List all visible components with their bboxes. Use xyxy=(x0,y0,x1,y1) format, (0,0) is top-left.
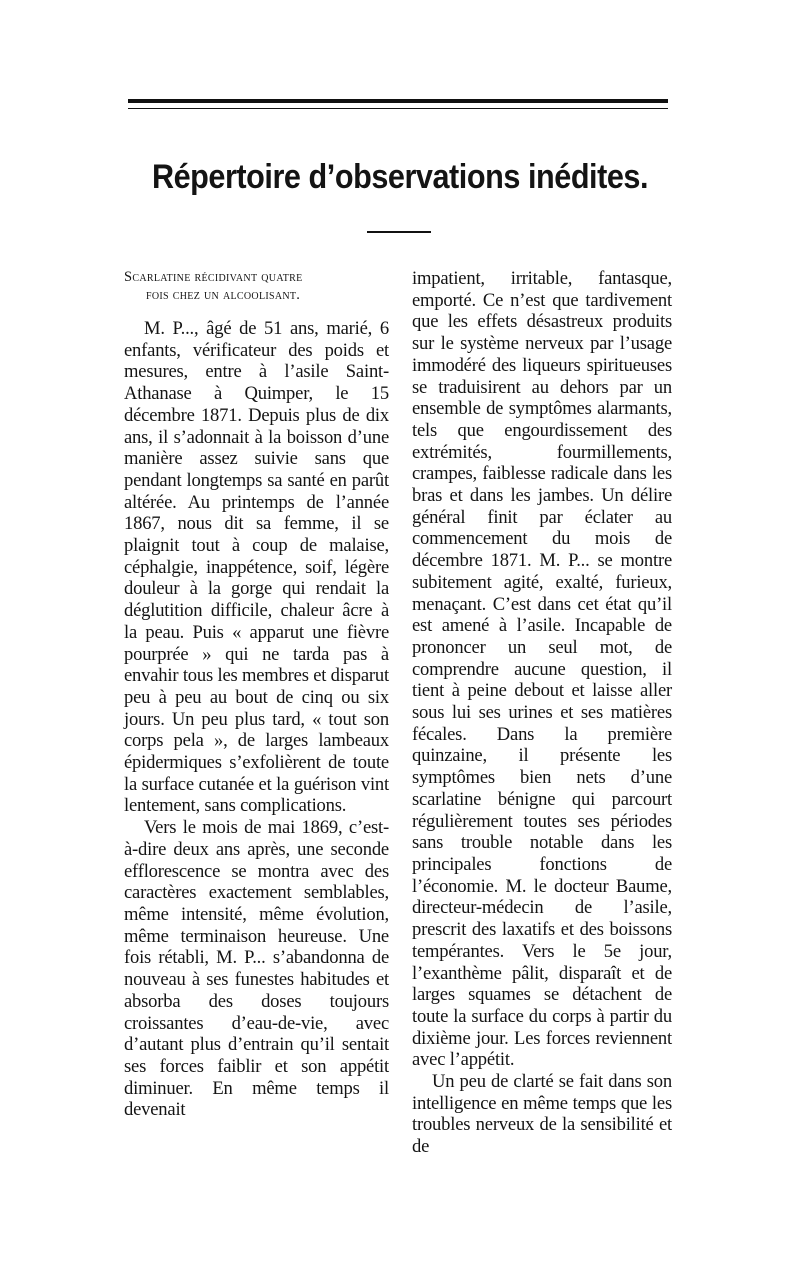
paragraph-continued: impatient, irritable, fantasque, emporté. Ce n’est que tardivement que les effets désastreux produits sur le système nerveux par l’usage immodéré des liqueurs spiritueuses se traduisirent au dehors par un ensemble de symptômes alarmants, tels que engourdissement des extrémités, fourmillements, crampes, faiblesse radicale dans les bras et dans les jambes. Un délire général finit par éclater au commencement du mois de décembre 1871. M. P... se montre subitement agité, exalté, furieux, menaçant. C’est dans cet état qu’il est amené à l’asile. Incapable de prononcer un seul mot, de comprendre aucune question, il tient à peine debout et laisse aller sous lui ses urines et ses matières fécales. Dans la première quinzaine, il présente les symptômes bien nets d’une scarlatine bénigne qui parcourt régulièrement toutes ses périodes sans trouble notable dans les principales fonctions de l’économie. M. le docteur Baume, directeur-médecin de l’asile, prescrit des laxatifs et des boissons tempérantes. Vers le 5e jour, l’exanthème pâlit, disparaît et de larges squames se détachent de toute la surface du corps à partir du dixième jour. Les forces reviennent avec l’appétit. xyxy=(412,268,672,1071)
article-subheading xyxy=(124,268,389,304)
subheading-line-2: fois chez un alcoolisant. xyxy=(146,287,301,303)
paragraph: Un peu de clarté se fait dans son intelligence en même temps que les troubles nerveux de la sensibilité et de xyxy=(412,1071,672,1158)
subheading-line-1: Scarlatine récidivant quatre xyxy=(124,269,303,285)
title-underline-rule xyxy=(367,231,431,233)
paragraph: Vers le mois de mai 1869, c’est-à-dire deux ans après, une seconde efflorescence se montra avec des caractères exactement semblables, même intensité, même évolution, même terminaison heureuse. Une fois rétabli, M. P... s’abandonna de nouveau à ses funestes habitudes et absorba des doses toujours croissantes d’eau-de-vie, avec d’autant plus d’entrain qu’il sentait ses forces faiblir et son appétit diminuer. En même temps il devenait xyxy=(124,817,389,1121)
header-double-rule-thick xyxy=(128,99,668,103)
page-title: Répertoire d’observations inédites. xyxy=(151,158,649,196)
right-column xyxy=(412,268,672,1158)
header-double-rule-thin xyxy=(128,108,668,109)
paragraph: M. P..., âgé de 51 ans, marié, 6 enfants, vérificateur des poids et mesures, entre à l’asile Saint-Athanase à Quimper, le 15 décembre 1871. Depuis plus de dix ans, il s’adonnait à la boisson d’une manière assez suivie sans que pendant longtemps sa santé en parût altérée. Au printemps de l’année 1867, nous dit sa femme, il se plaignit tout à coup de malaise, céphalgie, inappétence, soif, légère douleur à la gorge qui rendait la déglutition difficile, chaleur âcre à la peau. Puis « apparut une fièvre pourprée » qui ne tarda pas à envahir tous les membres et disparut peu à peu au bout de cinq ou six jours. Un peu plus tard, « tout son corps pela », de larges lambeaux épidermiques s’exfolièrent de toute la surface cutanée et la guérison vint lentement, sans complications. xyxy=(124,318,389,817)
left-column xyxy=(124,268,389,1121)
